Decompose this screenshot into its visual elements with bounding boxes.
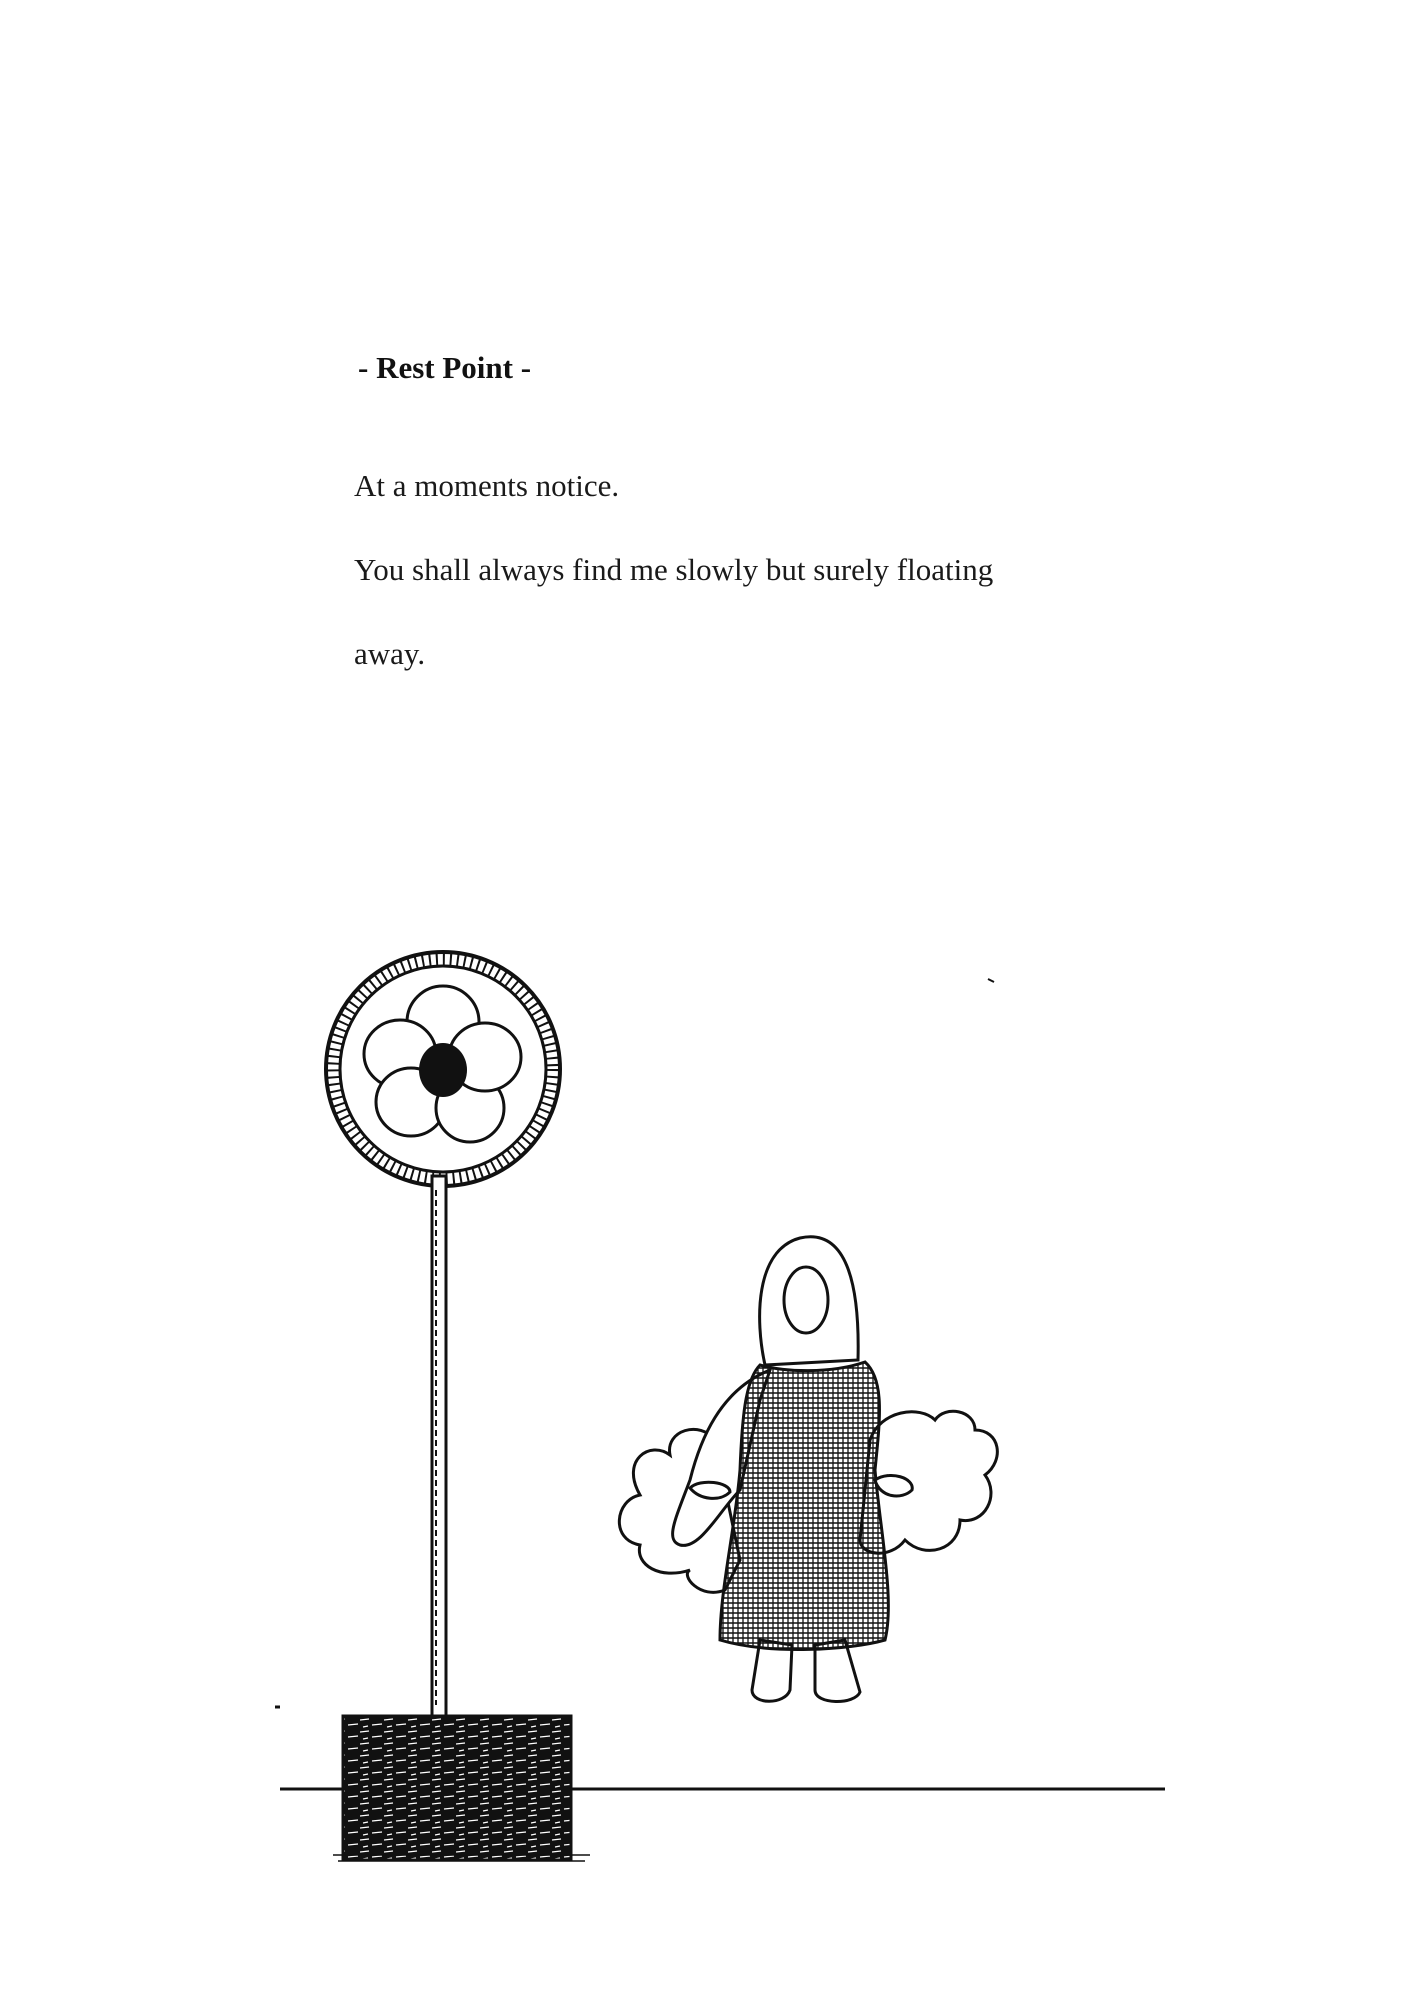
fan-base [343,1716,571,1860]
poem-line-1: At a moments notice. [354,468,620,503]
figure-face [784,1267,828,1333]
fan-pole [432,1176,446,1716]
figure-dress [720,1362,888,1649]
poem-title: - Rest Point - [358,350,532,385]
fan-hub [419,1043,467,1097]
floating-figure [673,1237,913,1702]
ink-illustration [0,920,1410,1920]
poem-line-2: You shall always find me slowly but surely floating [354,552,994,587]
poem-line-3: away. [354,636,426,671]
standing-fan [326,952,590,1861]
